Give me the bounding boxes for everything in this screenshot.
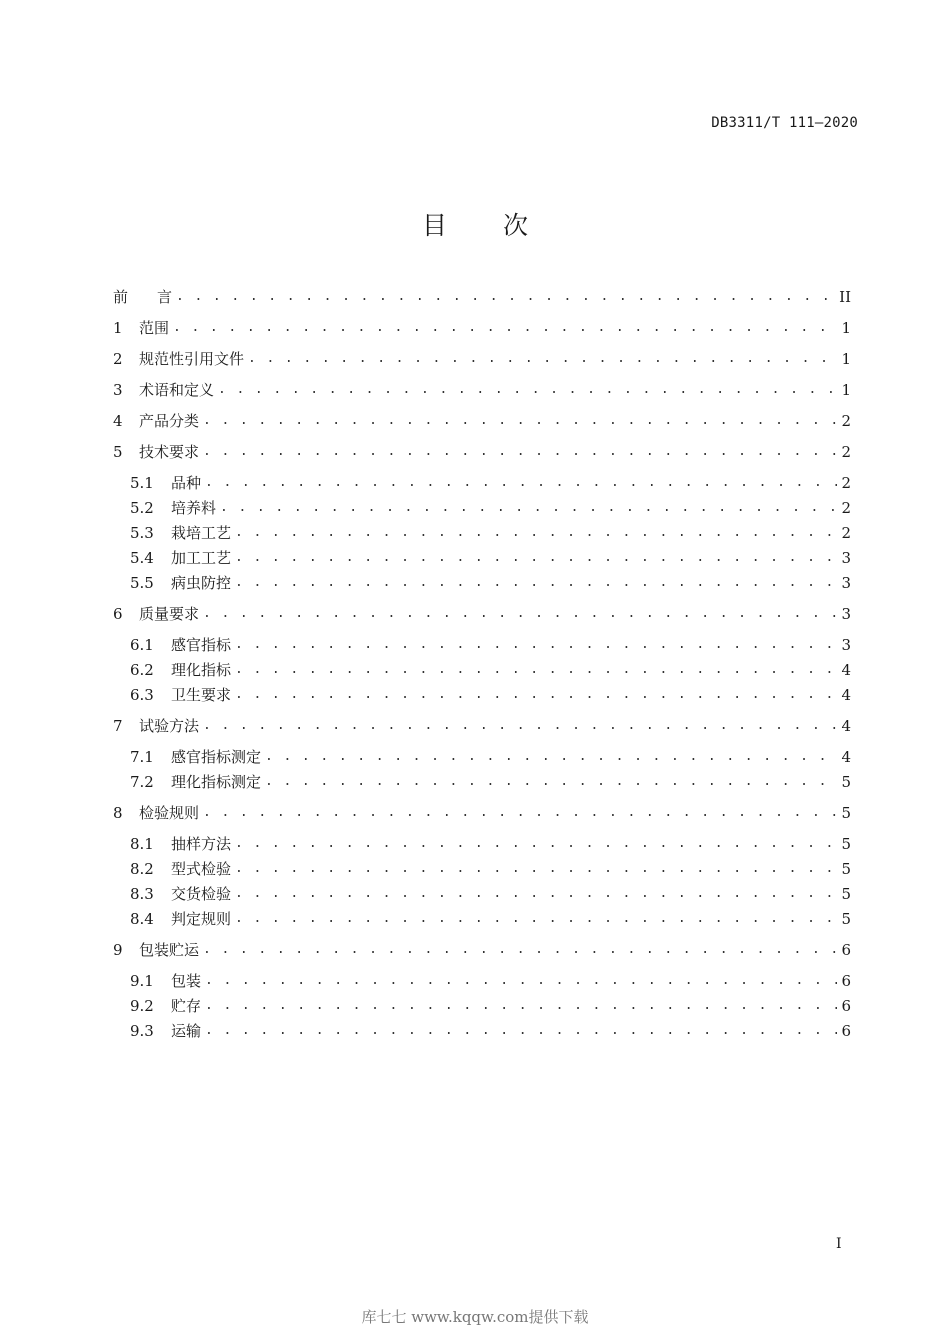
toc-entry[interactable] [130, 995, 851, 1017]
toc-entry-number: 5.3 [130, 524, 154, 542]
toc-leader-dots [203, 441, 837, 463]
toc-entry-label: 试验方法 [139, 717, 200, 735]
toc-entry-number: 8 [113, 804, 123, 822]
toc-entry[interactable] [130, 883, 851, 905]
toc-entry-number: 1 [113, 319, 123, 337]
toc-entry-label: 术语和定义 [139, 381, 215, 399]
document-code: DB3311/T 111—2020 [711, 115, 858, 131]
toc-entry-number: 9.2 [130, 997, 154, 1015]
toc-leader-dots [235, 908, 837, 930]
toc-entry-page: 2 [841, 524, 851, 542]
toc-entry[interactable] [113, 939, 851, 961]
toc-entry-number: 7.1 [130, 748, 154, 766]
toc-entry-label: 贮存 [171, 997, 202, 1015]
toc-entry[interactable] [113, 715, 851, 737]
watermark: 库七七 www.kqqw.com提供下载 [361, 1308, 589, 1326]
toc-entry[interactable] [130, 497, 851, 519]
toc-entry-page: 1 [841, 350, 851, 368]
toc-leader-dots [205, 995, 837, 1017]
toc-entry-label: 加工工艺 [171, 549, 232, 567]
toc-leader-dots [203, 715, 837, 737]
toc-entry-page: 2 [841, 474, 851, 492]
toc-entry-number: 4 [113, 412, 123, 430]
toc-entry-page: 2 [841, 443, 851, 461]
toc-entry[interactable] [130, 1020, 851, 1042]
toc-entry-label: 理化指标测定 [171, 773, 262, 791]
toc-entry[interactable] [113, 802, 851, 824]
toc-entry-page: 5 [841, 910, 851, 928]
toc-entry-number: 5.4 [130, 549, 154, 567]
toc-entry-number: 2 [113, 350, 123, 368]
toc-entry[interactable] [113, 603, 851, 625]
toc-entry-number: 6.3 [130, 686, 154, 704]
toc-leader-dots [205, 1020, 837, 1042]
toc-entry-label: 运输 [171, 1022, 202, 1040]
toc-entry-number: 9.3 [130, 1022, 154, 1040]
toc-entry-label: 卫生要求 [171, 686, 232, 704]
toc-leader-dots [235, 522, 837, 544]
toc-entry-label: 技术要求 [139, 443, 200, 461]
toc-entry-number: 6.2 [130, 661, 154, 679]
toc-entry-number: 5.2 [130, 499, 154, 517]
toc-entry[interactable] [113, 286, 851, 308]
toc-entry-number: 8.1 [130, 835, 154, 853]
toc-leader-dots [235, 858, 837, 880]
toc-entry-page: 1 [841, 319, 851, 337]
toc-entry-label: 交货检验 [171, 885, 232, 903]
toc-entry-page: 5 [841, 885, 851, 903]
toc-leader-dots [235, 572, 837, 594]
toc-leader-dots [203, 939, 837, 961]
toc-leader-dots [203, 410, 837, 432]
toc-entry-number: 3 [113, 381, 123, 399]
toc-entry-label: 判定规则 [171, 910, 232, 928]
toc-entry-number: 8.3 [130, 885, 154, 903]
toc-entry-number: 6.1 [130, 636, 154, 654]
toc-title: 目 次 [422, 211, 552, 240]
toc-entry-page: 4 [841, 661, 851, 679]
toc-entry-number: 6 [113, 605, 123, 623]
toc-entry[interactable] [130, 684, 851, 706]
toc-entry-label: 言 [157, 288, 173, 306]
toc-entry-page: 2 [841, 412, 851, 430]
toc-entry-number: 前 [113, 288, 129, 306]
toc-entry-page: 3 [841, 605, 851, 623]
toc-leader-dots [220, 497, 837, 519]
toc-entry-number: 5.5 [130, 574, 154, 592]
toc-entry[interactable] [130, 908, 851, 930]
toc-entry[interactable] [130, 522, 851, 544]
toc-leader-dots [203, 802, 837, 824]
toc-entry-page: 6 [841, 941, 851, 959]
toc-entry-page: 2 [841, 499, 851, 517]
toc-entry-label: 品种 [171, 474, 202, 492]
toc-entry-page: 3 [841, 636, 851, 654]
toc-entry-page: 5 [841, 860, 851, 878]
toc-entry[interactable] [130, 970, 851, 992]
toc-entry[interactable] [113, 410, 851, 432]
toc-entry-page: 6 [841, 1022, 851, 1040]
toc-entry-label: 栽培工艺 [171, 524, 232, 542]
toc-entry-page: 5 [841, 773, 851, 791]
toc-entry-number: 8.4 [130, 910, 154, 928]
toc-entry-number: 7 [113, 717, 123, 735]
toc-entry-label: 病虫防控 [171, 574, 232, 592]
toc-entry-label: 产品分类 [139, 412, 200, 430]
toc-entry-label: 型式检验 [171, 860, 232, 878]
toc-entry-page: 5 [841, 835, 851, 853]
toc-entry-page: 3 [841, 574, 851, 592]
toc-entry[interactable] [130, 547, 851, 569]
toc-entry-page: 5 [841, 804, 851, 822]
toc-entry-label: 理化指标 [171, 661, 232, 679]
page-number: I [836, 1236, 842, 1252]
toc-leader-dots [235, 659, 837, 681]
toc-entry-number: 5.1 [130, 474, 154, 492]
toc-entry-number: 9.1 [130, 972, 154, 990]
toc-entry[interactable] [130, 659, 851, 681]
toc-entry-number: 9 [113, 941, 123, 959]
toc-leader-dots [235, 833, 837, 855]
toc-entry-number: 8.2 [130, 860, 154, 878]
toc-entry-number: 5 [113, 443, 123, 461]
toc-entry-label: 培养料 [171, 499, 217, 517]
toc-entry[interactable] [113, 317, 851, 339]
toc-leader-dots [176, 286, 835, 308]
toc-entry-label: 质量要求 [139, 605, 200, 623]
toc-leader-dots [235, 634, 837, 656]
toc-leader-dots [235, 684, 837, 706]
toc-entry-label: 规范性引用文件 [139, 350, 245, 368]
toc-entry-page: 3 [841, 549, 851, 567]
toc-entry[interactable] [130, 771, 851, 793]
toc-entry[interactable] [130, 858, 851, 880]
toc-entry-page: 4 [841, 686, 851, 704]
toc-entry[interactable] [130, 634, 851, 656]
toc-entry[interactable] [113, 379, 851, 401]
toc-leader-dots [205, 970, 837, 992]
toc-leader-dots [265, 746, 837, 768]
toc-entry[interactable] [130, 746, 851, 768]
toc-leader-dots [203, 603, 837, 625]
toc-entry[interactable] [113, 441, 851, 463]
toc-leader-dots [265, 771, 837, 793]
toc-entry-page: II [839, 288, 851, 306]
toc-entry-page: 6 [841, 997, 851, 1015]
toc-leader-dots [173, 317, 837, 339]
toc-leader-dots [248, 348, 837, 370]
toc-entry-page: 4 [841, 748, 851, 766]
toc-entry-label: 抽样方法 [171, 835, 232, 853]
toc-entry[interactable] [113, 348, 851, 370]
toc-entry-label: 检验规则 [139, 804, 200, 822]
toc-entry-label: 范围 [139, 319, 170, 337]
toc-leader-dots [235, 883, 837, 905]
toc-leader-dots [218, 379, 837, 401]
toc-entry[interactable] [130, 572, 851, 594]
toc-entry-label: 感官指标 [171, 636, 232, 654]
toc-entry-label: 感官指标测定 [171, 748, 262, 766]
toc-entry-page: 1 [841, 381, 851, 399]
toc-entry[interactable] [130, 472, 851, 494]
toc-entry-label: 包装 [171, 972, 202, 990]
toc-entry-label: 包装贮运 [139, 941, 200, 959]
toc-entry-page: 4 [841, 717, 851, 735]
toc-entry-page: 6 [841, 972, 851, 990]
toc-entry-number: 7.2 [130, 773, 154, 791]
toc-leader-dots [205, 472, 837, 494]
toc-entry[interactable] [130, 833, 851, 855]
toc-leader-dots [235, 547, 837, 569]
